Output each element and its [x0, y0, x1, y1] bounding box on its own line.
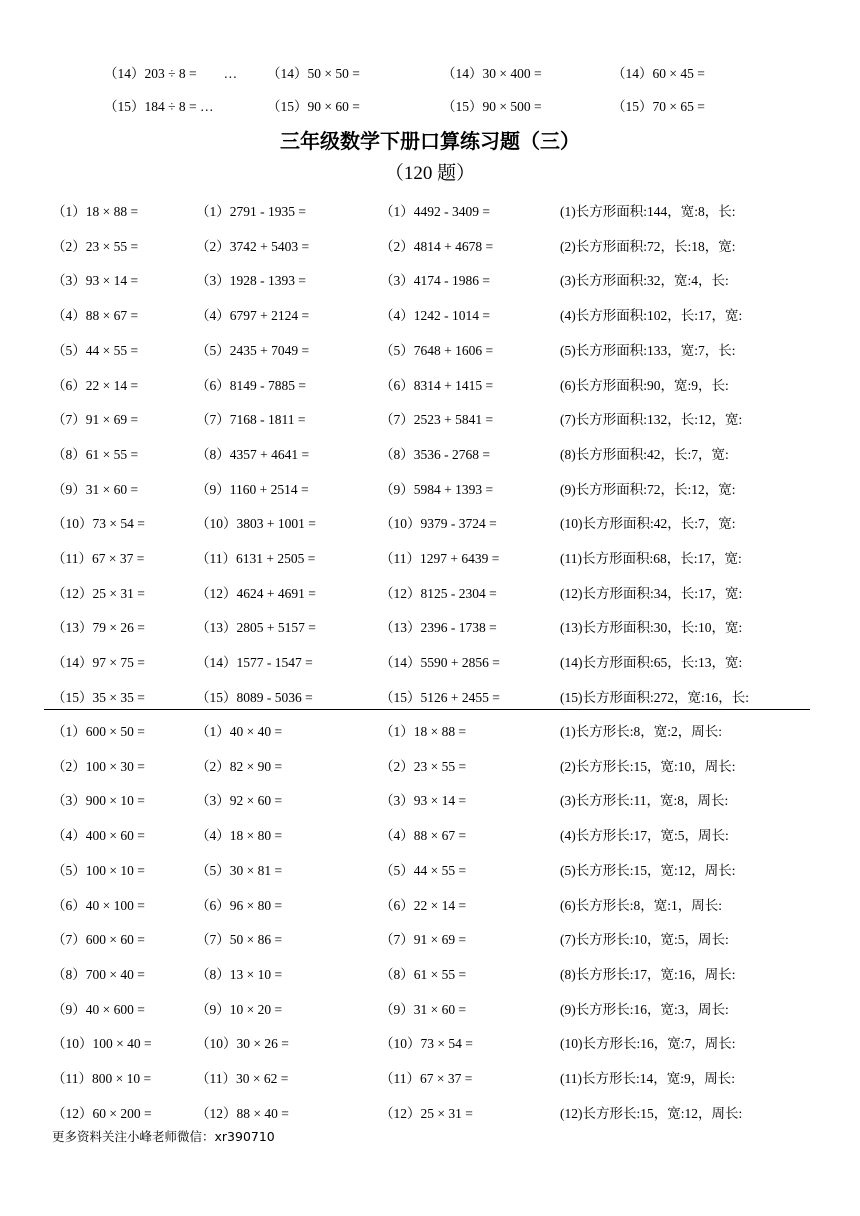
problem-cell: （4）1242 - 1014 = — [380, 308, 490, 324]
problem-cell: （2）100 × 30 = — [52, 758, 145, 774]
problem-row — [0, 651, 860, 675]
problem-cell: (2)长方形长:15，宽:10，周长: — [560, 758, 736, 774]
problem-cell: （8）3536 - 2768 = — [380, 446, 490, 462]
problem-cell: （1）2791 - 1935 = — [196, 204, 306, 219]
problem-cell: (4)长方形长:17，宽:5，周长: — [560, 828, 729, 844]
problem-cell: （6）22 × 14 = — [380, 897, 467, 913]
problem-row — [0, 547, 860, 571]
problem-row — [0, 269, 860, 293]
problem-cell: （9）31 × 60 = — [380, 1001, 467, 1017]
problem-row — [0, 686, 860, 710]
problem-row — [0, 1102, 860, 1126]
problem-cell: （15）35 × 35 = — [52, 689, 145, 705]
problem-cell: (12)长方形长:15，宽:12，周长: — [560, 1105, 743, 1121]
problem-row — [0, 443, 860, 467]
problem-cell: （3）92 × 60 = — [196, 793, 283, 809]
problem-cell: (4)长方形面积:102，长:17，宽: — [560, 308, 743, 324]
problem-cell: （11）6131 + 2505 = — [196, 551, 316, 566]
problem-cell: （7）91 × 69 = — [380, 932, 467, 948]
problem-cell: （7）50 × 86 = — [196, 932, 283, 948]
problem-cell: (10)长方形面积:42，长:7，宽: — [560, 516, 736, 532]
problem-cell: (6)长方形长:8，宽:1，周长: — [560, 897, 722, 913]
problem-cell: （8）4357 + 4641 = — [196, 446, 310, 462]
problem-cell: （2）23 × 55 = — [380, 758, 467, 774]
problem-cell: （8）700 × 40 = — [52, 966, 145, 982]
problem-row — [0, 478, 860, 502]
problem-cell: （4）88 × 67 = — [52, 308, 139, 324]
problem-row — [0, 616, 860, 640]
problem-cell: （5）44 × 55 = — [380, 862, 467, 878]
problem-cell: （8）61 × 55 = — [52, 446, 139, 462]
problem-cell: （10）30 × 26 = — [196, 1036, 289, 1052]
problem-cell: （3）1928 - 1393 = — [196, 273, 306, 289]
problem-cell: （7）7168 - 1811 = — [196, 412, 306, 428]
problem-cell: （9）5984 + 1393 = — [380, 481, 494, 497]
problem-cell: （2）3742 + 5403 = — [196, 238, 310, 254]
problem-cell: （11）800 × 10 = — [52, 1071, 152, 1086]
problem-cell: （15）90 × 500 = — [442, 99, 542, 114]
problem-cell: （13）2805 + 5157 = — [196, 620, 316, 636]
problem-cell: （5）30 × 81 = — [196, 862, 283, 878]
problem-cell: (8)长方形长:17，宽:16，周长: — [560, 966, 736, 982]
problem-cell: （1）600 × 50 = — [52, 724, 145, 739]
problem-cell: （14）30 × 400 = — [442, 66, 542, 81]
problem-cell: （10）73 × 54 = — [52, 516, 145, 532]
problem-cell: (13)长方形面积:30，长:10，宽: — [560, 620, 743, 636]
problem-cell: （3）4174 - 1986 = — [380, 273, 490, 289]
problem-cell: （11）67 × 37 = — [52, 551, 145, 566]
problem-cell: (14)长方形面积:65，长:13，宽: — [560, 655, 743, 671]
problem-cell: （6）96 × 80 = — [196, 897, 283, 913]
problem-row — [0, 374, 860, 398]
section-divider — [44, 709, 810, 710]
problem-cell: （1）4492 - 3409 = — [380, 204, 490, 219]
problem-cell: (6)长方形面积:90，宽:9，长: — [560, 377, 729, 393]
problem-cell: （11）67 × 37 = — [380, 1071, 473, 1086]
page-subtitle: （120 题） — [384, 163, 476, 184]
problem-cell: （5）2435 + 7049 = — [196, 342, 310, 358]
problem-cell: （13）2396 - 1738 = — [380, 620, 497, 636]
problem-cell: （9）31 × 60 = — [52, 481, 139, 497]
problem-cell: （3）93 × 14 = — [52, 273, 139, 289]
problem-cell: （1）40 × 40 = — [196, 724, 283, 739]
problem-cell: （1）18 × 88 = — [52, 204, 139, 219]
problem-cell: （4）400 × 60 = — [52, 828, 145, 844]
problem-cell: （2）23 × 55 = — [52, 238, 139, 254]
problem-cell: （4）18 × 80 = — [196, 828, 283, 844]
problem-cell: （5）7648 + 1606 = — [380, 342, 494, 358]
problem-cell: （14）203 ÷ 8 = … — [104, 66, 238, 81]
problem-cell: (10)长方形长:16，宽:7，周长: — [560, 1036, 736, 1052]
problem-row — [0, 1032, 860, 1056]
problem-row — [0, 235, 860, 259]
problem-row — [0, 928, 860, 952]
problem-cell: （5）44 × 55 = — [52, 342, 139, 358]
problem-row — [0, 963, 860, 987]
problem-cell: （3）900 × 10 = — [52, 793, 145, 809]
problem-row — [0, 998, 860, 1022]
problem-cell: （12）4624 + 4691 = — [196, 585, 316, 601]
problem-cell: （7）2523 + 5841 = — [380, 412, 494, 428]
problem-cell: (8)长方形面积:42，长:7，宽: — [560, 446, 729, 462]
problem-cell: (7)长方形面积:132，长:12，宽: — [560, 412, 743, 428]
problem-cell: （10）73 × 54 = — [380, 1036, 473, 1052]
problem-cell: （9）10 × 20 = — [196, 1001, 283, 1017]
problem-cell: (5)长方形长:15，宽:12，周长: — [560, 862, 736, 878]
problem-cell: （12）8125 - 2304 = — [380, 585, 497, 601]
problem-cell: （12）25 × 31 = — [52, 585, 145, 601]
problem-cell: (9)长方形面积:72，长:12，宽: — [560, 481, 736, 497]
problem-cell: （15）70 × 65 = — [612, 99, 705, 114]
problem-cell: （6）8314 + 1415 = — [380, 377, 494, 393]
problem-cell: (5)长方形面积:133，宽:7，长: — [560, 342, 736, 358]
problem-cell: （6）22 × 14 = — [52, 377, 139, 393]
problem-cell: (7)长方形长:10，宽:5，周长: — [560, 932, 729, 948]
problem-cell: （2）82 × 90 = — [196, 758, 283, 774]
problem-cell: （10）3803 + 1001 = — [196, 516, 316, 532]
problem-cell: （1）18 × 88 = — [380, 724, 467, 739]
problem-cell: (3)长方形面积:32，宽:4，长: — [560, 273, 729, 289]
problem-cell: （10）100 × 40 = — [52, 1036, 152, 1052]
problem-cell: (1)长方形面积:144，宽:8，长: — [560, 204, 736, 219]
problem-row — [0, 95, 860, 119]
problem-cell: （12）88 × 40 = — [196, 1105, 289, 1121]
problem-cell: （14）50 × 50 = — [267, 66, 360, 81]
problem-cell: （7）91 × 69 = — [52, 412, 139, 428]
problem-cell: （11）30 × 62 = — [196, 1071, 289, 1086]
problem-cell: （2）4814 + 4678 = — [380, 238, 494, 254]
problem-cell: （6）8149 - 7885 = — [196, 377, 306, 393]
problem-cell: （3）93 × 14 = — [380, 793, 467, 809]
problem-cell: （5）100 × 10 = — [52, 862, 145, 878]
problem-row — [0, 824, 860, 848]
problem-row — [0, 789, 860, 813]
footer-note: 更多资料关注小峰老师微信：xr390710 — [52, 1129, 275, 1144]
problem-row — [0, 62, 860, 86]
problem-cell: （4）88 × 67 = — [380, 828, 467, 844]
problem-cell: （14）97 × 75 = — [52, 655, 145, 671]
problem-cell: (3)长方形长:11，宽:8，周长: — [560, 793, 729, 809]
problem-cell: （8）61 × 55 = — [380, 966, 467, 982]
problem-cell: （8）13 × 10 = — [196, 966, 283, 982]
problem-cell: （12）25 × 31 = — [380, 1105, 473, 1121]
problem-row — [0, 1067, 860, 1091]
problem-cell: （12）60 × 200 = — [52, 1105, 152, 1121]
problem-cell: （6）40 × 100 = — [52, 897, 145, 913]
problem-cell: (11)长方形长:14，宽:9，周长: — [560, 1071, 735, 1086]
problem-cell: （15）90 × 60 = — [267, 99, 360, 114]
problem-cell: (9)长方形长:16，宽:3，周长: — [560, 1001, 729, 1017]
problem-cell: （10）9379 - 3724 = — [380, 516, 497, 532]
problem-row — [0, 408, 860, 432]
problem-cell: (15)长方形面积:272，宽:16，长: — [560, 689, 749, 705]
problem-row — [0, 582, 860, 606]
problem-cell: （15）184 ÷ 8 = … — [104, 99, 214, 114]
problem-row — [0, 755, 860, 779]
problem-cell: (11)长方形面积:68，长:17，宽: — [560, 551, 742, 566]
problem-row — [0, 512, 860, 536]
problem-cell: （9）40 × 600 = — [52, 1001, 145, 1017]
problem-cell: （7）600 × 60 = — [52, 932, 145, 948]
problem-row — [0, 304, 860, 328]
problem-cell: （14）5590 + 2856 = — [380, 655, 500, 671]
problem-row — [0, 720, 860, 744]
problem-cell: （15）8089 - 5036 = — [196, 689, 313, 705]
problem-cell: （9）1160 + 2514 = — [196, 481, 309, 497]
problem-cell: （14）1577 - 1547 = — [196, 655, 313, 671]
problem-cell: （14）60 × 45 = — [612, 66, 705, 81]
problem-cell: （13）79 × 26 = — [52, 620, 145, 636]
problem-row — [0, 339, 860, 363]
problem-cell: (1)长方形长:8，宽:2，周长: — [560, 724, 722, 739]
problem-cell: (2)长方形面积:72，长:18，宽: — [560, 238, 736, 254]
problem-cell: （4）6797 + 2124 = — [196, 308, 310, 324]
problem-cell: （15）5126 + 2455 = — [380, 689, 500, 705]
page-title: 三年级数学下册口算练习题（三） — [280, 129, 580, 153]
problem-row — [0, 894, 860, 918]
problem-row — [0, 859, 860, 883]
problem-cell: (12)长方形面积:34，长:17，宽: — [560, 585, 743, 601]
problem-cell: （11）1297 + 6439 = — [380, 551, 500, 566]
problem-row — [0, 200, 860, 224]
